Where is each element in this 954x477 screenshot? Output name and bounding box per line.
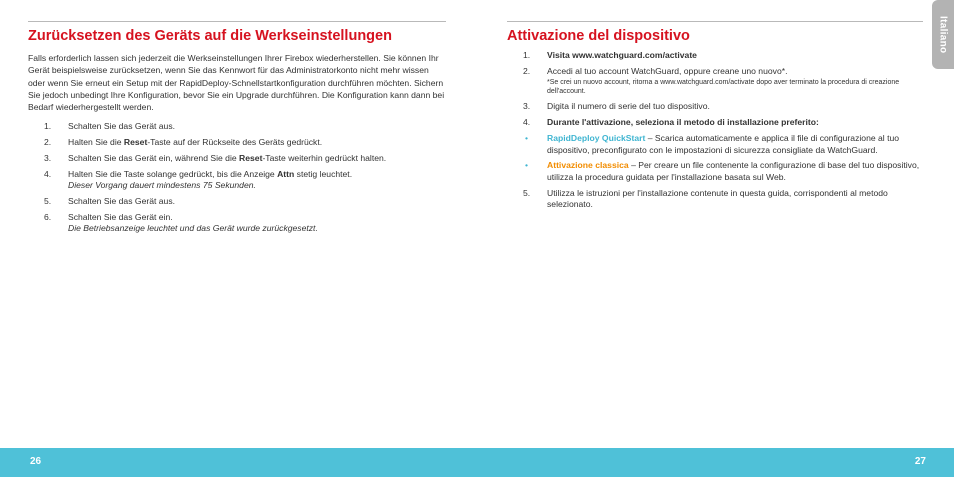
list-item: 5. Schalten Sie das Gerät aus. — [44, 196, 176, 207]
list-item: • RapidDeploy QuickStart – Scarica automaticamente e applica il file di configurazione al tuo dispositivo, preconfigurato con le impostazioni di sicurezza consigliate da WatchGuard. — [525, 133, 900, 155]
right-steps-list — [507, 50, 923, 128]
left-page-title: Zurücksetzen des Geräts auf die Werkseinstellungen — [28, 28, 392, 44]
step-note: Dieser Vorgang dauert mindestens 75 Sekunden. — [68, 180, 256, 191]
page-number-right: 27 — [914, 456, 926, 467]
language-tab-label: Italiano — [937, 15, 949, 54]
list-item: 4. Durante l'attivazione, seleziona il metodo di installazione preferito: — [523, 117, 819, 127]
left-intro-paragraph: Falls erforderlich lassen sich jederzeit die Werkseinstellungen Ihrer Firebox wiederherstellen. Sie können Ihr Gerät beispielsweise zurücksetzen, wenn Sie das Kennwort für das Administratorkonto nicht mehr wissen oder wenn Sie erneut ein Setup mit der RapidDeploy-Schnellstartkonfiguration durchführen möchten. Sichern Sie jedoch unbedingt Ihre Konfiguration, bevor Sie ein Upgrade durchführen. Die Konfiguration kann dann bei Bedarf wiederhergestellt werden. — [28, 53, 445, 113]
step-note: Die Betriebsanzeige leuchtet und das Gerät wurde zurückgesetzt. — [68, 223, 318, 234]
list-item: 1. Schalten Sie das Gerät aus. — [44, 121, 176, 132]
footer-bar — [0, 448, 954, 477]
list-item: 6. Schalten Sie das Gerät ein. Die Betriebsanzeige leuchtet und das Gerät wurde zurückgesetzt. — [28, 212, 446, 234]
page-number-left: 26 — [30, 456, 42, 467]
list-item: 2. Accedi al tuo account WatchGuard, oppure creane uno nuovo*. *Se crei un nuovo account, ritorna a www.watchguard.com/activate dopo aver terminato la procedura di creazione dell'account. — [507, 66, 923, 96]
left-steps-list — [28, 121, 446, 234]
list-item: 3. Digita il numero di serie del tuo dispositivo. — [523, 101, 710, 111]
list-item: 2. Halten Sie die Reset-Taste auf der Rückseite des Geräts gedrückt. — [44, 137, 323, 148]
list-item: 4. Halten Sie die Taste solange gedrückt, bis die Anzeige Attn stetig leuchtet. Dieser Vorgang dauert mindestens 75 Sekunden. — [28, 169, 446, 191]
activation-url: Visita www.watchguard.com/activate — [547, 50, 697, 60]
right-page-title: Attivazione del dispositivo — [507, 28, 690, 44]
list-item: 5. Utilizza le istruzioni per l'installazione contenute in questa guida, corrispondenti al metodo selezionato. — [523, 188, 888, 209]
list-item: • Attivazione classica – Per creare un file contenente la configurazione di base del tuo dispositivo, utilizza la procedura guidata per l'installazione basata sul Web. — [525, 160, 920, 182]
left-column — [28, 28, 446, 239]
left-top-rule — [28, 21, 446, 22]
right-steps-list-continued — [507, 188, 923, 210]
install-method-bullets — [507, 133, 923, 183]
footnote: *Se crei un nuovo account, ritorna a www.watchguard.com/activate dopo aver terminato la procedura di creazione dell'account. — [547, 79, 900, 95]
bullet-icon: • — [525, 160, 529, 170]
language-tab — [932, 0, 954, 69]
list-item: 3. Schalten Sie das Gerät ein, während Sie die Reset-Taste weiterhin gedrückt halten. — [44, 153, 387, 164]
right-top-rule — [507, 21, 923, 22]
list-item: 1. Visita www.watchguard.com/activate — [523, 50, 697, 60]
bullet-icon: • — [525, 133, 529, 143]
right-column — [507, 28, 923, 215]
